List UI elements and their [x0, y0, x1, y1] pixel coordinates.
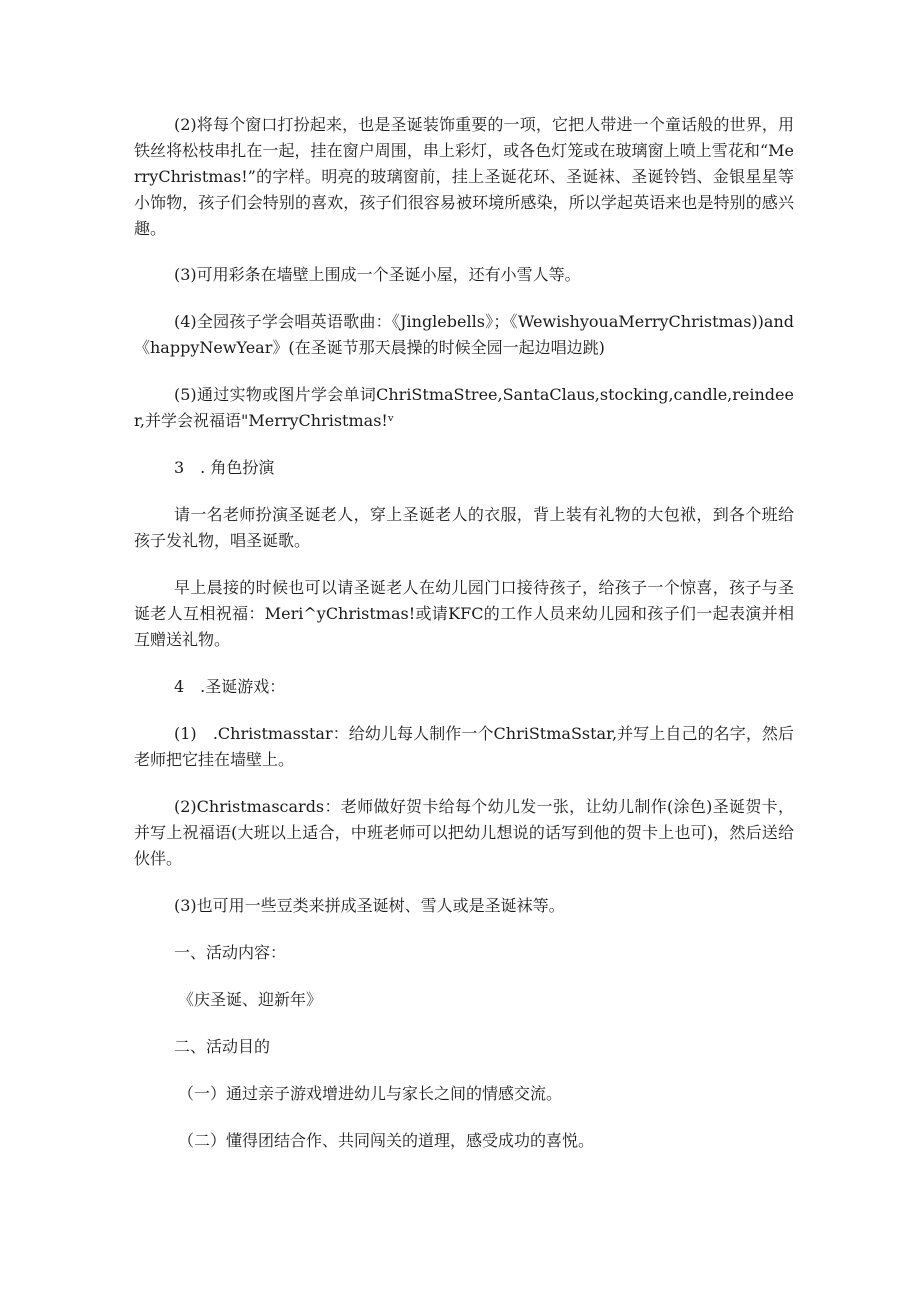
paragraph-bean-art: (3)也可用一些豆类来拼成圣诞树、雪人或是圣诞袜等。 — [174, 896, 565, 915]
heading-role-play: 3 . 角色扮演 — [174, 458, 275, 477]
heading-activity-content: 一、活动内容： — [174, 943, 287, 962]
paragraph-window-decoration: (2)将每个窗口打扮起来，也是圣诞装饰重要的一项，它把人带进一个童话般的世界，用铁丝将松枝串扎在一起，挂在窗户周围，串上彩灯，或各色灯笼或在玻璃窗上喷上雪花和“MerryChristmas!”的字样。明亮的玻璃窗前，挂上圣诞花环、圣诞袜、圣诞铃铛、金银星星等小饰物，孩子们会特别的喜欢，孩子们很容易被环境所感染，所以学起英语来也是特别的感兴趣。 — [134, 115, 794, 238]
paragraph-santa-gifts: 请一名老师扮演圣诞老人，穿上圣诞老人的衣服，背上装有礼物的大包袱，到各个班给孩子发礼物，唱圣诞歌。 — [134, 505, 794, 550]
paragraph-christmas-star: (1) .Christmasstar：给幼儿每人制作一个ChriStmaSstar,并写上自己的名字，然后老师把它挂在墙壁上。 — [134, 724, 794, 769]
paragraph-wall-decoration: (3)可用彩条在墙壁上围成一个圣诞小屋，还有小雪人等。 — [174, 265, 581, 284]
heading-activity-goals: 二、活动目的 — [174, 1037, 271, 1056]
paragraph-christmas-cards: (2)Christmascards：老师做好贺卡给每个幼儿发一张，让幼儿制作(涂色)圣诞贺卡，并写上祝福语(大班以上适合，中班老师可以把幼儿想说的话写到他的贺卡上也可)，然后送给伙伴。 — [134, 797, 794, 868]
goal-item-2: （二）懂得团结合作、共同闯关的道理，感受成功的喜悦。 — [178, 1131, 595, 1150]
paragraph-english-words: (5)通过实物或图片学会单词ChriStmaStree,SantaClaus,stocking,candle,reindeer,并学会祝福语"MerryChristmas!ᵛ — [134, 385, 794, 430]
paragraph-morning-greeting: 早上晨接的时候也可以请圣诞老人在幼儿园门口接待孩子，给孩子一个惊喜，孩子与圣诞老人互相祝福：Meri^yChristmas!或请KFC的工作人员来幼儿园和孩子们一起表演并相互赠送礼物。 — [134, 578, 794, 649]
goal-item-1: （一）通过亲子游戏增进幼儿与家长之间的情感交流。 — [178, 1084, 563, 1103]
paragraph-english-songs: (4)全园孩子学会唱英语歌曲：《Jinglebells》；《WewishyouaMerryChristmas))and《happyNewYear》(在圣诞节那天晨操的时候全园一起边唱边跳) — [134, 312, 794, 357]
activity-title: 《庆圣诞、迎新年》 — [178, 990, 323, 1009]
heading-christmas-games: 4 .圣诞游戏： — [174, 677, 286, 696]
document-body — [134, 112, 794, 1175]
